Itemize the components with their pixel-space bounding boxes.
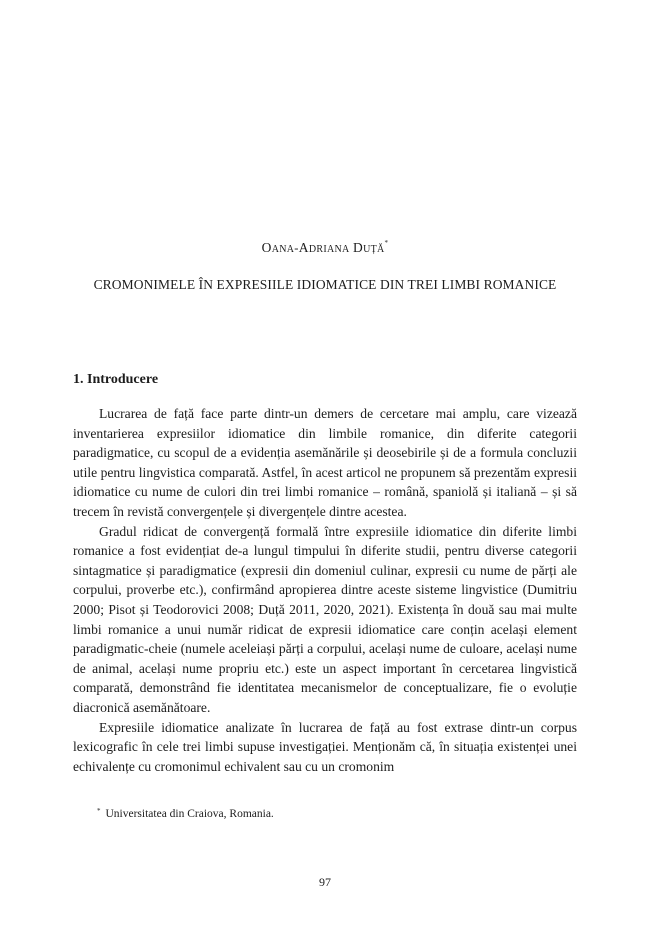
paragraph: Expresiile idiomatice analizate în lucrarea de față au fost extrase dintr-un corpus lexicografic în cele trei limbi supuse investigației. Menționăm că, în situația existenței unei echivalențe cu cromonimul echivalent sau cu un cromonim xyxy=(73,719,577,774)
article-title: CROMONIMELE ÎN EXPRESIILE IDIOMATICE DIN TREI LIMBI ROMANICE xyxy=(93,277,557,292)
footnote-text: Universitatea din Craiova, Romania. xyxy=(105,808,274,820)
footnote xyxy=(97,808,274,820)
page-number: 97 xyxy=(319,875,331,889)
body-text xyxy=(73,404,577,776)
paragraph: Gradul ridicat de convergență formală între expresiile idiomatice din diferite limbi romanice a fost evidențiat de-a lungul timpului în diferite studii, pentru diverse categorii sintagmatice și paradigmatice (expresii din domeniul culinar, expresii cu nume de părți ale corpului, proverbe etc.), confirmând apropierea dintre aceste sisteme lingvistice (Dumitriu 2000; Pisot și Teodorovici 2008; Duță 2011, 2020, 2021). Existența în două sau mai multe limbi romanice a unui număr ridicat de expresii idiomatice care conțin același element paradigmatic-cheie (numele aceleiași părți a corpului, același nume de culoare, același nume de animal, același nume propriu etc.) este un aspect important în cercetarea lingvistică comparată, demonstrând fie identitatea mecanismelor de conceptualizare, fie o evoluție diacronică asemănătoare. xyxy=(73,523,577,715)
author-text: OANA-ADRIANA DUȚĂ xyxy=(261,240,385,255)
footnote-mark: * xyxy=(97,807,101,815)
section-heading: 1. Introducere xyxy=(73,372,159,387)
paragraph: Lucrarea de față face parte dintr-un demers de cercetare mai amplu, care vizează inventarierea expresiilor idiomatice din limbile romanice, din diferite categorii paradigmatice, cu scopul de a evidenția asemănările și deosebirile și de a formula concluzii utile pentru lingvistica comparată. Astfel, în acest articol ne propunem să prezentăm expresii idiomatice cu nume de culori din trei limbi romanice – română, spaniolă și italiană – și să trecem în revistă convergențele și divergențele dintre acestea. xyxy=(73,406,577,519)
author-name xyxy=(0,240,650,256)
author-footnote-mark: * xyxy=(384,239,389,247)
